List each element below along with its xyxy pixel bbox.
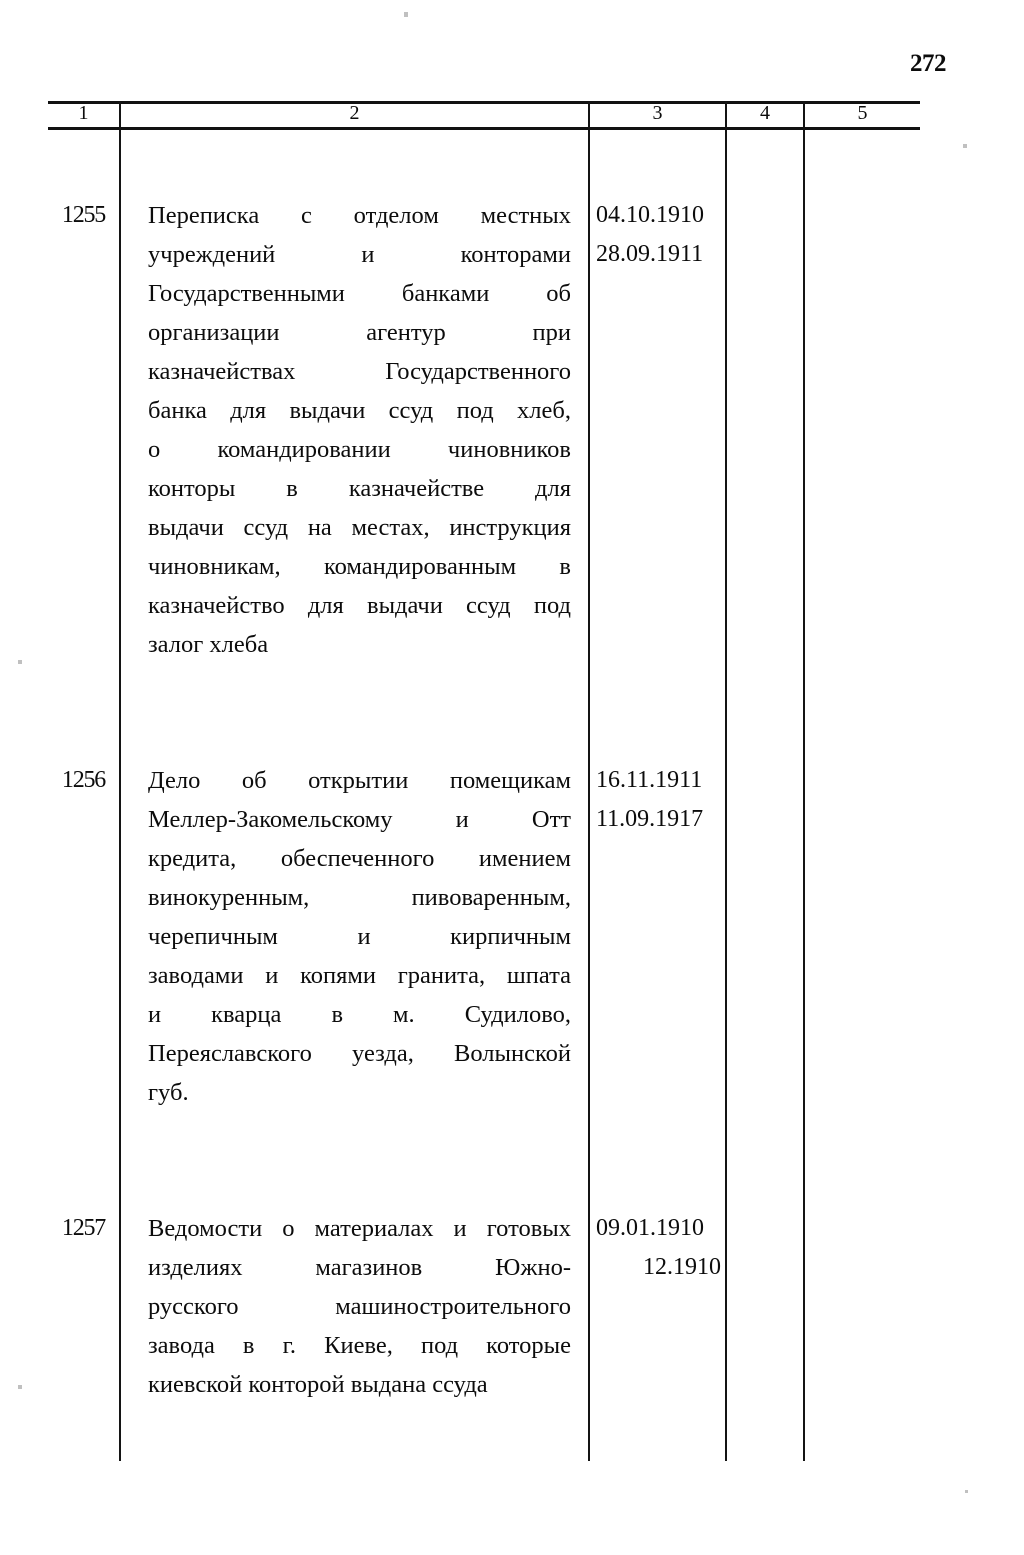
row-id: 1255 xyxy=(61,202,106,228)
scan-speck xyxy=(963,144,967,148)
description-line: губ. xyxy=(148,1079,189,1106)
description-line: залог хлеба xyxy=(148,631,269,658)
date-value: 12.1910 xyxy=(643,1254,721,1280)
description-line: банка для выдачи ссуд под хлеб, xyxy=(148,397,571,424)
row-description xyxy=(148,761,571,1112)
column-divider-1 xyxy=(119,101,121,1461)
date-value: 09.01.1910 xyxy=(596,1215,704,1241)
row-dates xyxy=(596,761,721,839)
description-line: Ведомости о материалах и готовых xyxy=(148,1215,571,1242)
row-description xyxy=(148,1209,571,1404)
description-line: Переписка с отделом местных xyxy=(148,202,571,229)
column-header-3: 3 xyxy=(652,102,663,124)
scan-speck xyxy=(404,12,408,17)
description-line: Меллер-Закомельскому и Отт xyxy=(148,806,571,833)
description-line: завода в г. Киеве, под которые xyxy=(148,1332,571,1359)
row-description xyxy=(148,196,571,664)
scan-speck xyxy=(965,1490,968,1493)
description-line: Переяславского уезда, Волынской xyxy=(148,1040,571,1067)
description-line: Государственными банками об xyxy=(148,280,571,307)
column-divider-2 xyxy=(588,101,590,1461)
description-line: изделиях магазинов Южно- xyxy=(148,1254,571,1281)
column-header-4: 4 xyxy=(760,102,770,124)
description-line: учреждений и конторами xyxy=(148,241,571,268)
inventory-table xyxy=(48,101,920,1461)
description-line: Дело об открытии помещикам xyxy=(148,767,571,794)
description-line: о командировании чиновников xyxy=(148,436,571,463)
description-line: винокуренным, пивоваренным, xyxy=(148,884,571,911)
description-line: черепичным и кирпичным xyxy=(148,923,571,950)
scan-speck xyxy=(18,1385,22,1389)
column-header-1: 1 xyxy=(78,102,89,124)
description-line: чиновникам, командированным в xyxy=(148,553,571,580)
description-line: заводами и копями гранита, шпата xyxy=(148,962,571,989)
description-line: конторы в казначействе для xyxy=(148,475,571,502)
table-rule-under-header xyxy=(48,127,920,130)
row-dates xyxy=(596,1209,721,1287)
column-header-5: 5 xyxy=(857,102,868,124)
description-line: организации агентур при xyxy=(148,319,571,346)
row-dates xyxy=(596,196,721,274)
column-divider-3 xyxy=(725,101,727,1461)
date-value: 11.09.1917 xyxy=(596,806,704,832)
date-value: 28.09.1911 xyxy=(596,241,704,267)
description-line: и кварца в м. Судилово, xyxy=(148,1001,571,1028)
row-id: 1257 xyxy=(61,1215,106,1241)
description-line: казначейство для выдачи ссуд под xyxy=(148,592,571,619)
date-value: 16.11.1911 xyxy=(596,767,703,793)
column-divider-4 xyxy=(803,101,805,1461)
scan-speck xyxy=(18,660,22,664)
row-id: 1256 xyxy=(61,767,106,793)
description-line: казначействах Государственного xyxy=(148,358,571,385)
description-line: выдачи ссуд на местах, инструкция xyxy=(148,514,571,541)
description-line: русского машиностроительного xyxy=(148,1293,571,1320)
date-value: 04.10.1910 xyxy=(596,202,704,228)
description-line: киевской конторой выдана ссуда xyxy=(148,1371,488,1398)
column-header-2: 2 xyxy=(349,102,360,124)
page-number: 272 xyxy=(910,50,946,77)
description-line: кредита, обеспеченного имением xyxy=(148,845,571,872)
